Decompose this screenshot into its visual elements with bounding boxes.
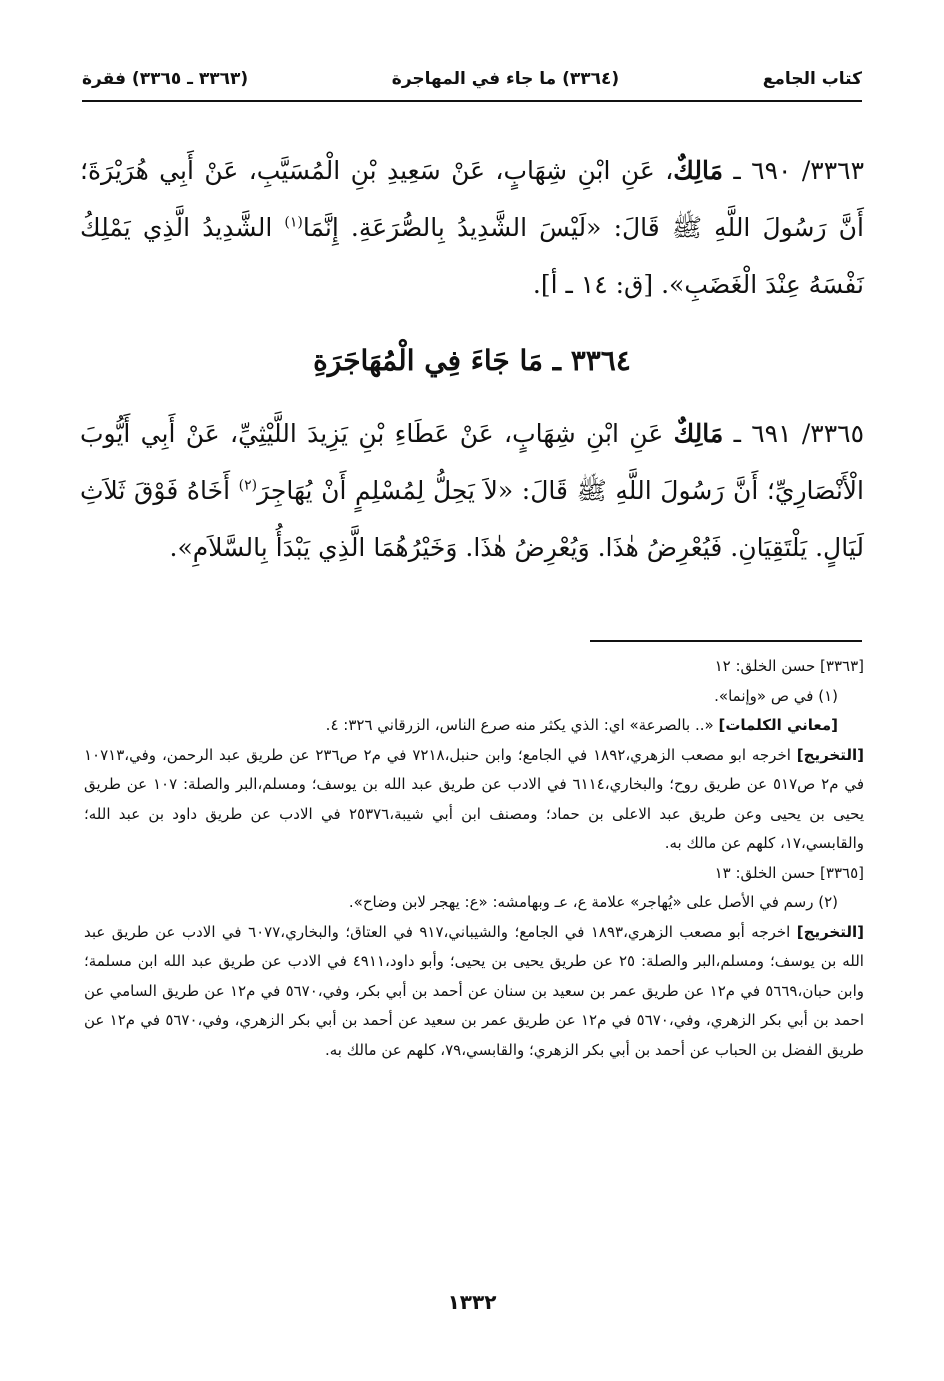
hadith-text-continued: الشَّدِيدُ الَّذِي يَمْلِكُ نَفْسَهُ عِنْدَ الْغَضَبِ». [ق: ١٤ ـ أ]. (80, 213, 864, 299)
footnote-2: (٢) رسم في الأصل على «يُهاجر» علامة ع، عـ وبهامشه: «ع: يهجر لابن وضاح». (348, 893, 838, 911)
word-meanings-tag: [معاني الكلمات] (718, 716, 838, 734)
hadith-number: ٣٣٦٥/ ٦٩١ ـ (723, 419, 864, 448)
takhrij-note-2 (84, 918, 864, 1066)
hadith-text: عَنِ ابْنِ شِهَابٍ، عَنْ عَطَاءِ بْنِ يَزِيدَ اللَّيْثِيِّ، عَنْ أَبِي أَيُّوبَ الْأَنْصَارِيِّ؛ أَنَّ رَسُولَ اللَّهِ ﷺ قَالَ: «لاَ يَحِلُّ لِمُسْلِمٍ أَنْ يُهَاجِرَ (80, 419, 864, 505)
takhrij-text: اخرجه ابو مصعب الزهري،١٨٩٢ في الجامع؛ وابن حنبل،٧٢١٨ في م٢ ص٢٣٦ عن طريق عبد الرحمن، وفي،١٠٧١٣ في م٢ ص٥١٧ عن طريق روح؛ والبخاري،٦١١٤ في الادب عن طريق عبد الله بن يوسف؛ ومسلم،البر والصلة: ١٠٧ عن طريق يحيى بن يحيى وعن طريق عبد الاعلى بن حماد؛ ومصنف ابن أبي شيبة،٢٥٣٧٦ في الادب عن طريق داود بن عبد الله؛ والقابسي،١٧، كلهم عن مالك به. (84, 745, 864, 852)
footnotes (84, 652, 864, 1065)
footnote-marker: (١) (284, 214, 303, 231)
note-ref-3363: [٣٣٦٣] حسن الخلق: ١٢ (714, 657, 864, 675)
takhrij-tag: [التخريج] (796, 922, 864, 941)
footnote-1: (١) في ص «وإنما». (714, 686, 838, 705)
takhrij-text: اخرجه أبو مصعب الزهري،١٨٩٣ في الجامع؛ والشيباني،٩١٧ في العتاق؛ والبخاري،٦٠٧٧ في الادب عن طريق عبد الله بن يوسف؛ ومسلم،البر والصلة: ٢٥ عن طريق يحيى بن يحيى؛ وأبو داود،٤٩١١ في الادب عن طريق عبد الله ابن مسلمة؛ وابن حبان،٥٦٦٩ في م١٢ عن طريق عمر بن سعيد بن سنان عن أحمد بن أبي بكر، وفي،٥٦٧٠ في م١٢ عن طريق السامي عن احمد بن أبي بكر الزهري، وفي،٥٦٧٠ في م١٢ عن طريق عمر بن سعيد عن أحمد بن أبي بكر الزهري، وفي،٥٦٧٠ في م١٢ عن طريق الفضل بن الحباب عن أحمد بن أبي بكر الزهري؛ والقابسي،٧٩، كلهم عن مالك به. (84, 922, 864, 1059)
header-book-title: كتاب الجامع (762, 69, 862, 89)
page-number: ١٣٣٢ (447, 1290, 497, 1314)
hadith-narrator: مَالِكٌ (673, 156, 723, 185)
hadith-narrator: مَالِكٌ (673, 419, 724, 448)
takhrij-tag: [التخريج] (796, 745, 864, 764)
header-paragraph-range: (٣٣٦٣ ـ ٣٣٦٥) فقرة (82, 69, 249, 89)
hadith-3363 (80, 142, 864, 313)
running-header (82, 62, 862, 96)
word-meanings-note (84, 711, 864, 741)
section-heading: ٣٣٦٤ ـ مَا جَاءَ فِي الْمُهَاجَرَةِ (313, 344, 631, 377)
footnote-marker: (٢) (238, 477, 258, 494)
header-divider (82, 100, 862, 102)
hadith-3365 (80, 405, 864, 576)
hadith-text-continued: أَخَاهُ فَوْقَ ثَلاَثِ لَيَالٍ. يَلْتَقِيَانِ. فَيُعْرِضُ هٰذَا. وَيُعْرِضُ هٰذَا. وَخَيْرُهُمَا الَّذِي يَبْدَأُ بِالسَّلاَمِ». (80, 476, 864, 562)
word-meanings-text: «.. بالصرعة» اي: الذي يكثر منه صرع الناس، الزرقاني ٣٢٦: ٤. (325, 716, 719, 734)
takhrij-note-1 (84, 741, 864, 859)
hadith-number: ٣٣٦٣/ ٦٩٠ ـ (723, 156, 865, 185)
footnote-divider (590, 640, 862, 642)
header-chapter-title: (٣٣٦٤) ما جاء في المهاجرة (391, 69, 620, 89)
note-ref-3365: [٣٣٦٥] حسن الخلق: ١٣ (714, 863, 864, 882)
hadith-text: ، عَنِ ابْنِ شِهَابٍ، عَنْ سَعِيدِ بْنِ الْمُسَيَّبِ، عَنْ أَبِي هُرَيْرَةَ؛ أَنَّ رَسُولَ اللَّهِ ﷺ قَالَ: «لَيْسَ الشَّدِيدُ بِالصُّرَعَةِ. إِنَّمَا (80, 156, 864, 242)
